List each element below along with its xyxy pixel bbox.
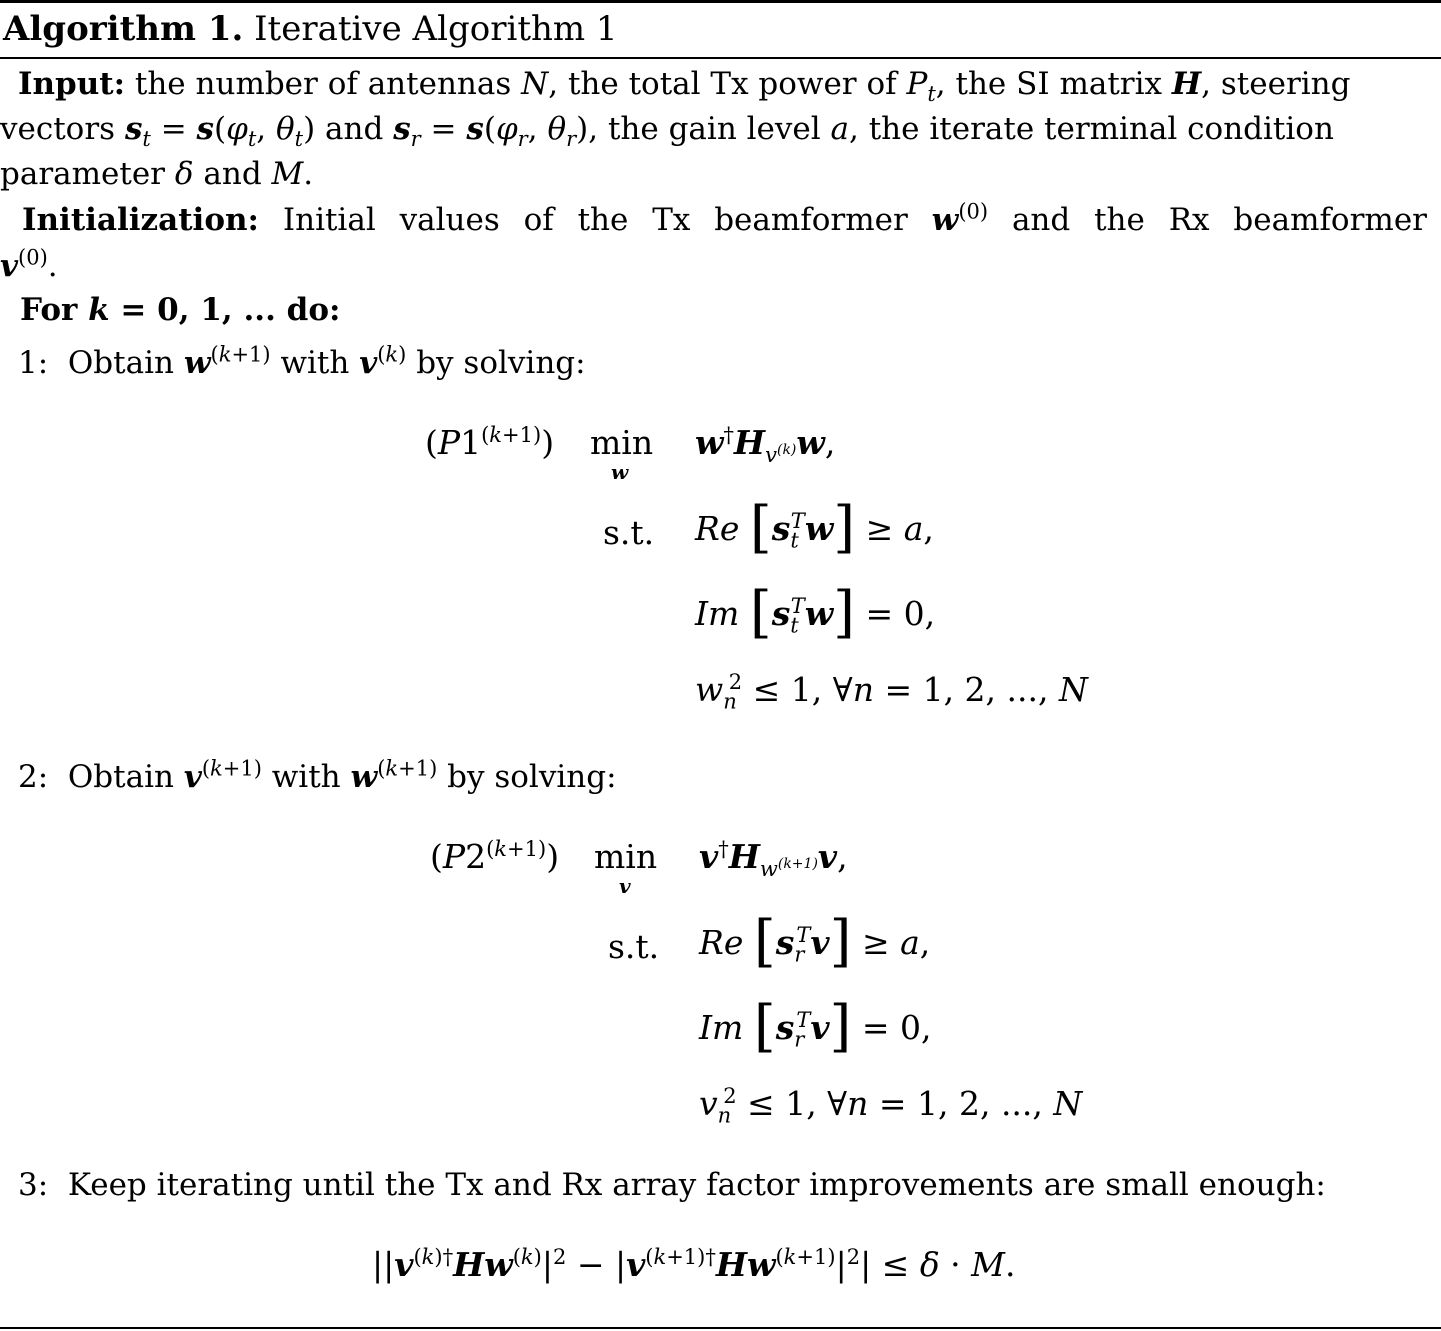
p2-label: $(P2^{(k+1)})$ [430,837,560,876]
p1-constraint-norm: $w_n^2 \le 1$, ∀n = 1, 2, ..., N [695,670,1088,714]
p1-constraint-im: Im $[s_t^Tw] = 0$, [695,580,936,645]
step-3-num: 3: [18,1167,49,1203]
step-1: 1: Obtain $w^{(k+1)}$ with $v^{(k)}$ by solving: [18,342,586,381]
p1-label: $(P1^{(k+1)})$ [425,423,555,462]
input-line-2: vectors $s_t = s(\varphi_t$, $\theta_t$) and $s_r = s(\varphi_r$, $\theta_r$), the gain level a, the iterate terminal condition [0,111,1334,152]
top-rule [0,0,1441,3]
p2-objective: $v^\dagger H_{w^{(k+1)}}v$, [699,837,848,881]
p2-constraint-norm: $v_n^2 \le 1$, ∀n = 1, 2, ..., N [699,1084,1083,1128]
p2-st: s.t. [608,927,660,966]
init-line-1: Initialization: Initial values of the Tx beamformer $w^{(0)}$ and the Rx beamformer [22,199,1427,238]
input-label: Input: [18,66,126,102]
input-line-1: Input: the number of antennas N, the total Tx power of $P_t$, the SI matrix H, steering [18,66,1351,107]
p1-constraint-re: Re $[s_t^Tw] \ge a$, [695,495,934,560]
p2-constraint-re: Re $[s_r^Tv] \ge a$, [699,909,931,974]
p2-min: min [594,837,658,876]
bottom-rule [0,1327,1441,1329]
input-line-3: parameter δ and M. [0,156,314,192]
title-rule [0,57,1441,59]
p1-objective: $w^\dagger H_{v^{(k)}}w$, [695,423,836,467]
step-1-num: 1: [18,345,49,381]
p1-st: s.t. [603,513,655,552]
loop-header: For k = 0, 1, ... do: [20,292,341,328]
algorithm-label: Algorithm 1. [3,9,244,49]
p1-min-var: w [611,460,629,484]
step-2-num: 2: [18,759,49,795]
p1-min: min [590,423,654,462]
p2-min-var: v [619,874,631,898]
init-line-2: $v^{(0)}$. [0,245,58,284]
step-3 [18,1162,1326,1208]
step-3-text: Keep iterating until the Tx and Rx array factor improvements are small enough: [67,1167,1326,1203]
p2-constraint-im: Im $[s_r^Tv] = 0$, [699,994,932,1059]
step-2: 2: Obtain $v^{(k+1)}$ with $w^{(k+1)}$ by solving: [18,756,617,795]
termination-equation: $||v^{(k)\dagger}Hw^{(k)}|^2 - |v^{(k+1)\dagger}Hw^{(k+1)}|^2| \le \delta \cdot M$. [372,1245,1016,1284]
algorithm-title [3,4,618,54]
init-label: Initialization: [22,202,259,238]
algorithm-name: Iterative Algorithm 1 [254,9,618,49]
